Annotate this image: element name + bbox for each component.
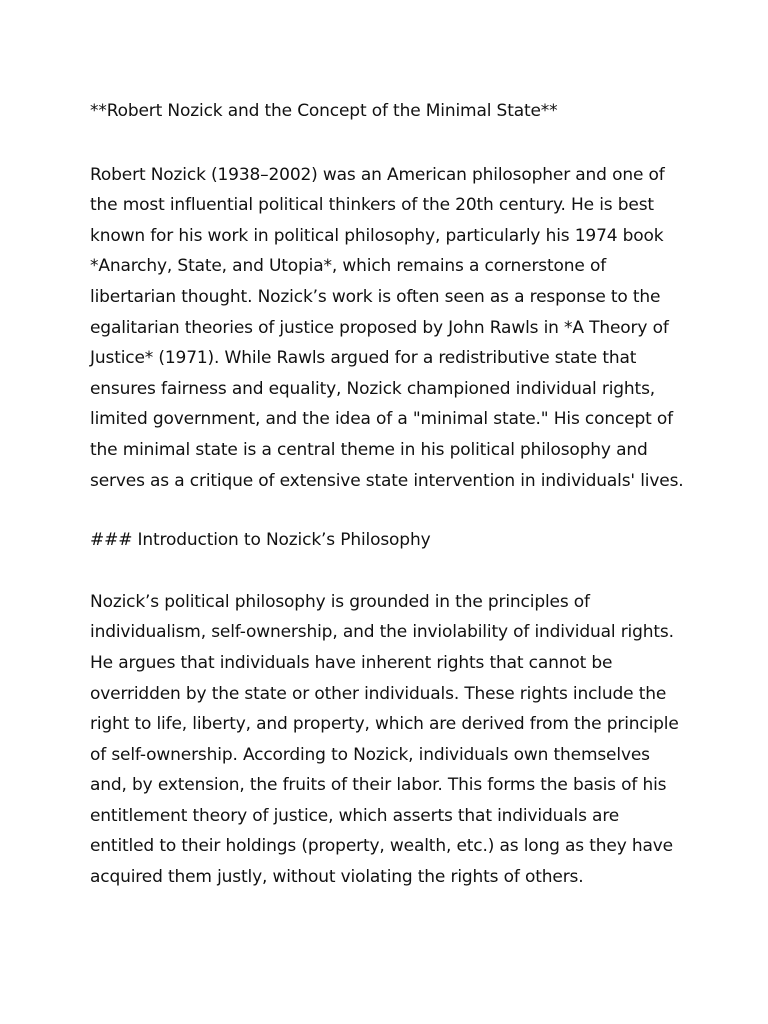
philosophy-paragraph: Nozick’s political philosophy is grounded in the principles of individualism, self-ownership, and the inviolability of individual rights. He argues that individuals have inherent rights that cannot be overridden by the state or other individuals. These rights include the right to life, liberty, and property, which are derived from the principle of self-ownership. According to Nozick, individuals own themselves and, by extension, the fruits of their labor. This forms the basis of his entitlement theory of justice, which asserts that individuals are entitled to their holdings (property, wealth, etc.) as long as they have acquired them justly, without violating the rights of others. [90,591,679,888]
intro-paragraph: Robert Nozick (1938–2002) was an American philosopher and one of the most influential political thinkers of the 20th century. He is best known for his work in political philosophy, particularly his 1974 book *Anarchy, State, and Utopia*, which remains a cornerstone of libertarian thought. Nozick’s work is often seen as a response to the egalitarian theories of justice proposed by John Rawls in *A Theory of Justice* (1971). While Rawls argued for a redistributive state that ensures fairness and equality, Nozick championed individual rights, limited government, and the idea of a "minimal state." His concept of the minimal state is a central theme in his political philosophy and serves as a critique of extensive state intervention in individuals' lives. [90,164,684,491]
document-page [90,96,690,893]
document-title: **Robert Nozick and the Concept of the Minimal State** [90,101,558,121]
section-heading: ### Introduction to Nozick’s Philosophy [90,530,431,551]
